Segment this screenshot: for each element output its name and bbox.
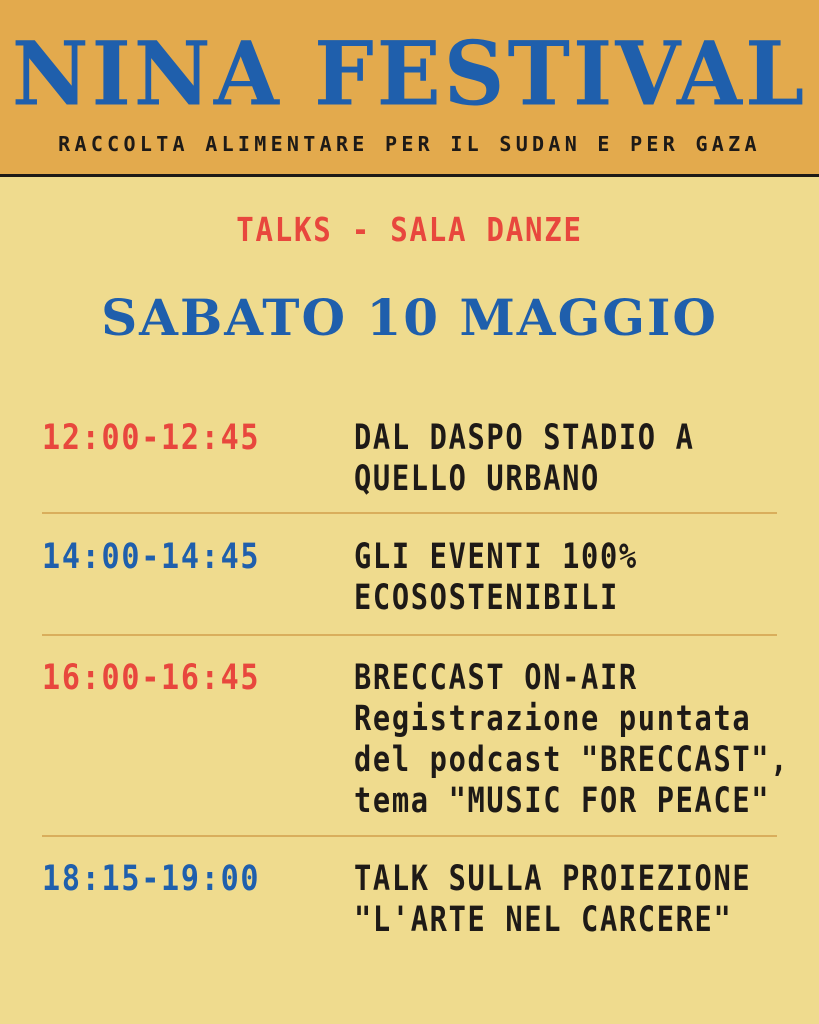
divider	[42, 634, 777, 636]
schedule-time: 14:00-14:45	[42, 537, 261, 577]
schedule-line: ECOSOSTENIBILI	[354, 578, 619, 618]
schedule-line: "L'ARTE NEL CARCERE"	[354, 900, 733, 940]
schedule-line: tema "MUSIC FOR PEACE"	[354, 781, 771, 821]
divider	[42, 835, 777, 837]
schedule-title	[354, 658, 789, 822]
festival-subtitle: RACCOLTA ALIMENTARE PER IL SUDAN E PER GAZA	[58, 132, 761, 156]
schedule-title	[354, 418, 695, 500]
schedule-time: 12:00-12:45	[42, 418, 261, 458]
schedule-line: Registrazione puntata	[354, 699, 752, 739]
schedule-line: GLI EVENTI 100%	[354, 537, 638, 577]
schedule-time: 18:15-19:00	[42, 859, 261, 899]
schedule-line: del podcast "BRECCAST",	[354, 740, 790, 780]
divider	[42, 512, 777, 514]
schedule-line: QUELLO URBANO	[354, 459, 600, 499]
festival-title: NINA FESTIVAL	[11, 21, 808, 126]
section-label: TALKS - SALA DANZE	[236, 210, 583, 249]
schedule-title	[354, 537, 638, 619]
header-banner	[0, 0, 819, 177]
schedule-line: TALK SULLA PROIEZIONE	[354, 859, 752, 899]
schedule-time: 16:00-16:45	[42, 658, 261, 698]
schedule-line: DAL DASPO STADIO A	[354, 418, 695, 458]
date-heading: SABATO 10 MAGGIO	[101, 288, 718, 347]
schedule-line: BRECCAST ON-AIR	[354, 658, 638, 698]
schedule-title	[354, 859, 751, 941]
